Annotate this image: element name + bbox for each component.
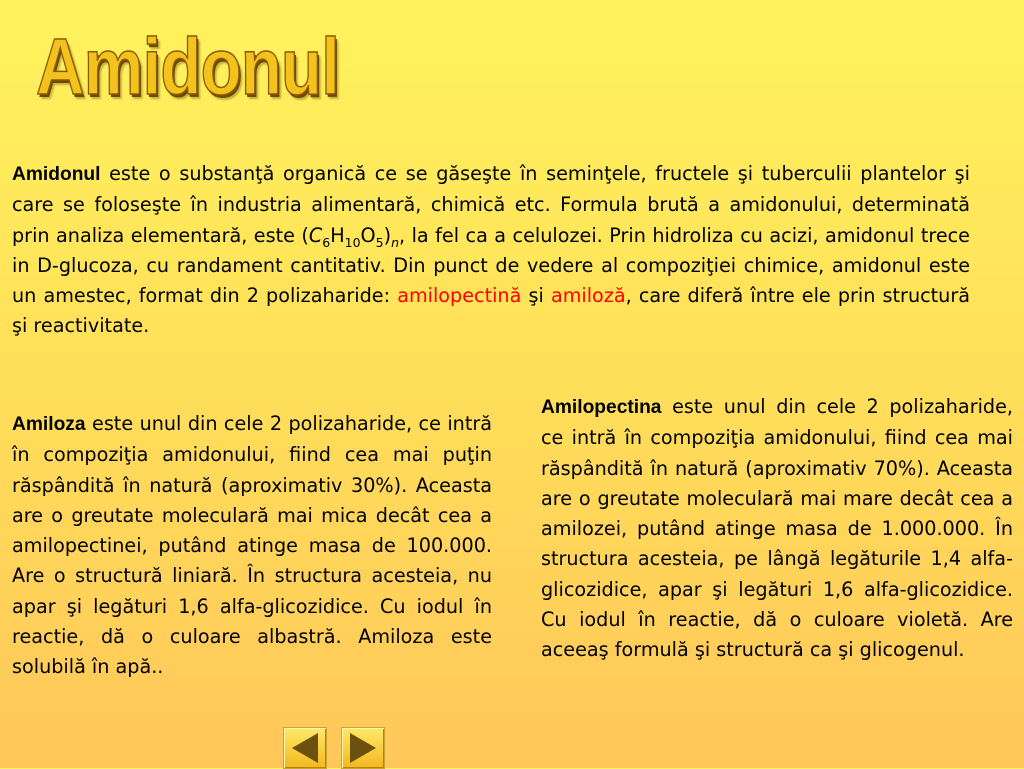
formula-n-sub: n	[391, 234, 399, 250]
amiloza-text: este unul din cele 2 polizaharide, ce intră în compoziţia amidonului, fiind cea mai puţin răspândită în natură (aproximativ 30%). Aceasta are o greutate moleculară mai mica decât cea a amilopectinei, putând atinge masa de 100.000. Are o structură liniară. În structura acesteia, nu apar şi legături 1,6 alfa-glicozidice. Cu iodul în reactie, dă o culoare albastră. Amiloza este solubilă în apă..	[12, 412, 492, 679]
amilopectina-term: Amilopectina	[541, 397, 662, 418]
triangle-left-icon	[292, 733, 318, 763]
formula-h-sub: 10	[344, 234, 361, 250]
amilopectina-text: este unul din cele 2 polizaharide, ce intră în compoziţia amidonului, fiind cea mai răspândită în natură (aproximativ 70%). Aceasta are o greutate moleculară mai mare decât cea a amilozei, putând atinge masa de 1.000.000. În structura acesteia, pe lângă legăturile 1,4 alfa-glicozidice, apar şi legături 1,6 alfa-glicozidice. Cu iodul în reactie, dă o culoare violetă. Are aceeaş formulă şi structură ca şi glicogenul.	[541, 395, 1013, 662]
formula-o: O	[360, 223, 376, 247]
intro-text-1: este o substanţă organică ce se găseşte în seminţele, fructele şi tuberculii plantelor şi care se foloseşte în industria alimentară, chimică etc. Formula brută a amidonului, determinată prin analiza elementară, este (	[12, 162, 970, 247]
amiloza-term: Amiloza	[12, 414, 86, 435]
intro-text-2: , la fel ca a celulozei. Prin hidroliza cu acizi, amidonul trece in D-glucoza, cu randament cantitativ. Din punct de vedere al compoziţiei chimice, amidonul este un amestec, format din 2 polizaharide:	[12, 223, 970, 308]
formula-c: C	[308, 223, 323, 247]
formula-close: )	[383, 223, 392, 247]
highlight-amiloza: amiloză	[550, 284, 626, 308]
intro-text-3: , care diferă între ele prin structură şi reactivitate.	[12, 284, 970, 338]
formula-c-sub: 6	[322, 234, 331, 250]
highlight-amilopectina: amilopectină	[397, 284, 522, 308]
amilopectina-paragraph	[541, 392, 1013, 666]
amiloza-paragraph	[12, 409, 492, 683]
intro-term: Amidonul	[12, 164, 101, 185]
page-title: Amidonul	[36, 22, 340, 111]
intro-paragraph	[12, 159, 970, 342]
previous-slide-button[interactable]	[283, 727, 327, 769]
triangle-right-icon	[350, 733, 376, 763]
formula-o-sub: 5	[375, 234, 384, 250]
intro-conj: şi	[521, 284, 551, 308]
formula-h: H	[330, 223, 345, 247]
next-slide-button[interactable]	[341, 727, 385, 769]
